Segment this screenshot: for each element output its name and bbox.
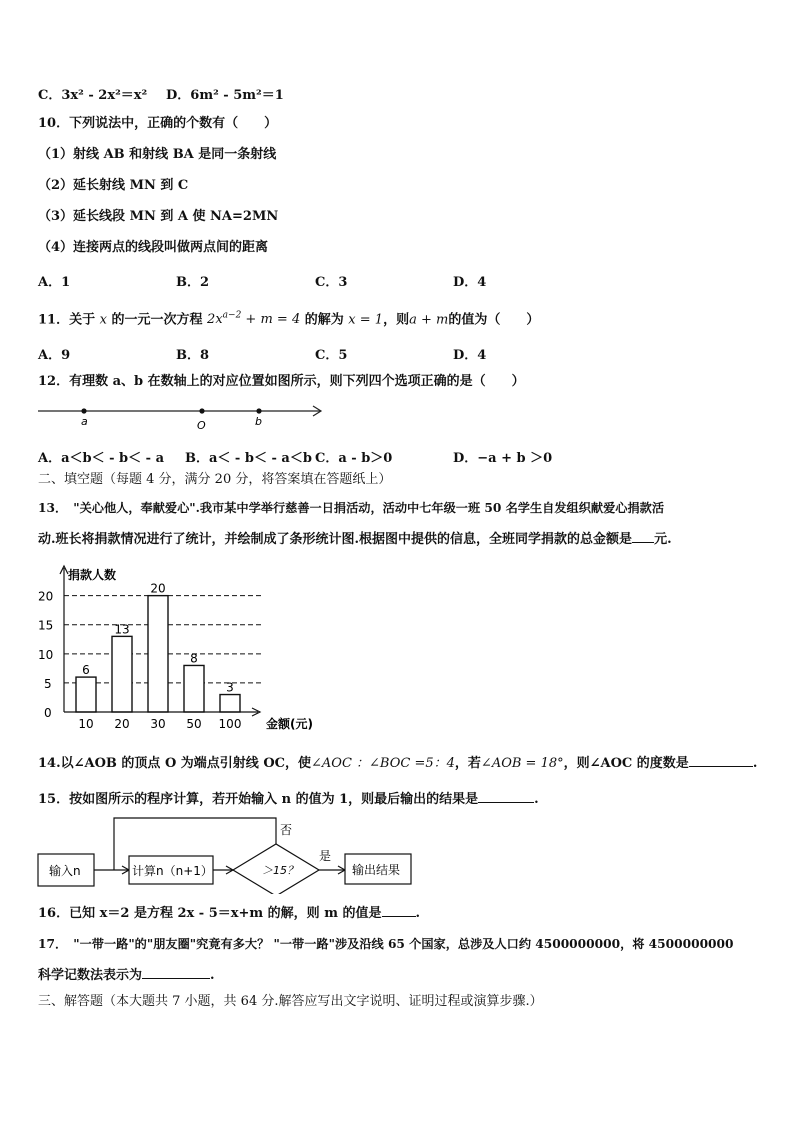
flow-condition-label: ＞15？: [262, 864, 298, 877]
q12-option-a: A．a＜b＜ - b＜ - a: [38, 451, 165, 466]
point-b: [256, 408, 261, 413]
number-line-figure: [34, 400, 334, 434]
q14-ratio: ∠AOC ：∠BOC =5：4: [311, 756, 455, 771]
q15-text: 15．按如图所示的程序计算，若开始输入 n 的值为 1，则最后输出的结果是: [38, 792, 479, 807]
flow-compute-label: 计算n（n+1）: [132, 864, 213, 878]
q14-suffix: ，则∠AOC 的度数是: [563, 756, 689, 771]
q13-line1: 13． "关心他人，奉献爱心".我市某中学举行慈善一日捐活动，活动中七年级一班 50 名学生自发组织献爱心捐款活: [38, 501, 665, 515]
q11-expr: a + m: [409, 312, 449, 328]
q15-end: .: [534, 792, 539, 807]
flow-yes-label: 是: [319, 849, 332, 863]
y-axis-label: 捐款人数: [68, 568, 117, 582]
bar-value-label: 8: [190, 651, 198, 666]
label-b: b: [255, 415, 262, 428]
q12-stem: 12．有理数 a、b 在数轴上的对应位置如图所示，则下列四个选项正确的是（ ）: [38, 374, 525, 389]
q16-text: 16．已知 x＝2 是方程 2x - 5＝x+m 的解，则 m 的值是: [38, 906, 382, 921]
q11-solution: x = 1: [348, 312, 384, 328]
bar-value-label: 3: [226, 680, 234, 695]
q14-prefix: 14.以∠AOB 的顶点 O 为端点引射线 OC，使: [38, 756, 312, 771]
q10-item-1: （1）射线 AB 和射线 BA 是同一条射线: [38, 147, 277, 162]
bar: [148, 596, 168, 712]
q17-line2-text: 科学记数法表示为: [38, 968, 143, 983]
q10-stem: 10．下列说法中，正确的个数有（ ）: [38, 116, 278, 131]
q14-end: .: [752, 756, 758, 771]
q16-stem: [38, 906, 420, 922]
q9-option-d: D．6m² - 5m²＝1: [166, 88, 284, 103]
y-tick-label: 0: [44, 706, 52, 720]
q15-answer-blank: [478, 802, 534, 803]
q11-eq-base: 2x: [207, 312, 223, 328]
q10-option-d: D．4: [453, 275, 487, 290]
flow-output-label: 输出结果: [352, 863, 401, 877]
q13-line2-end: 元.: [654, 532, 672, 547]
q11-equation: [207, 312, 300, 327]
q12-option-d: D．−a + b ＞0: [453, 451, 553, 466]
q11-option-b: B．8: [176, 348, 210, 363]
donation-bar-chart: [36, 562, 336, 734]
q10-item-4: （4）连接两点的线段叫做两点间的距离: [38, 240, 269, 255]
y-tick-label: 20: [38, 589, 54, 604]
q9-option-c: C．3x² - 2x²＝x²: [38, 88, 148, 103]
bar-value-label: 6: [82, 663, 90, 678]
q10-option-c: C．3: [315, 275, 348, 290]
q14-mid: ，若: [454, 756, 481, 771]
y-tick-label: 5: [44, 676, 52, 691]
q17-end: .: [210, 968, 215, 983]
q13-line2-text: 动.班长将捐款情况进行了统计，并绘制成了条形统计图.根据图中提供的信息，全班同学捐款的总金额是: [38, 532, 633, 547]
q10-item-2: （2）延长射线 MN 到 C: [38, 178, 189, 193]
q11-option-d: D．4: [453, 348, 487, 363]
q10-option-a: A．1: [38, 275, 71, 290]
bar: [220, 695, 240, 712]
q12-option-b: B．a＜ - b＜ - a＜b: [185, 451, 312, 466]
q10-item-3: （3）延长线段 MN 到 A 使 NA=2MN: [38, 209, 279, 224]
q11-mid: 的一元一次方程: [111, 312, 203, 328]
bar: [112, 636, 132, 712]
q11-eq-exp: a−2: [222, 311, 242, 321]
q14-answer-blank: [689, 766, 753, 767]
q17-line2: [38, 968, 215, 984]
bar-value-label: 20: [150, 581, 166, 596]
bar: [76, 677, 96, 712]
q16-answer-blank: [382, 916, 416, 917]
x-tick-label: 100: [218, 717, 242, 731]
q14-stem: [38, 756, 757, 772]
x-tick-label: 20: [114, 717, 130, 731]
q16-end: .: [415, 906, 421, 921]
x-tick-label: 50: [186, 717, 202, 731]
q11-stem: [38, 308, 539, 328]
label-a: a: [81, 415, 88, 428]
q11-suffix: 的值为（ ）: [448, 312, 540, 328]
section2-title: 二、填空题（每题 4 分，满分 20 分，将答案填在答题纸上）: [38, 472, 392, 487]
bar: [184, 665, 204, 712]
q10-option-b: B．2: [176, 275, 210, 290]
y-tick-label: 15: [38, 618, 54, 633]
q11-option-a: A．9: [38, 348, 71, 363]
point-a: [81, 408, 86, 413]
q17-answer-blank: [142, 978, 210, 979]
q11-eq-rest: + m = 4: [241, 312, 301, 328]
q17-line1: 17． "一带一路"的"朋友圈"究竟有多大？ "一带一路"涉及沿线 65 个国家，总涉及人口约 4500000000，将 4500000000: [38, 937, 734, 951]
x-tick-label: 10: [78, 717, 94, 731]
q11-mid3: ，则: [383, 312, 410, 328]
q13-answer-blank: [632, 542, 654, 543]
q11-prefix: 11．关于: [38, 312, 96, 328]
q15-stem: [38, 792, 539, 808]
label-o: O: [197, 419, 206, 432]
q11-var-x: x: [99, 312, 107, 328]
y-tick-label: 10: [38, 647, 54, 662]
q11-mid2: 的解为: [304, 312, 344, 328]
bar-value-label: 13: [114, 622, 130, 637]
flow-input-label: 输入n: [49, 864, 81, 878]
section3-title: 三、解答题（本大题共 7 小题，共 64 分.解答应写出文字说明、证明过程或演算步骤.）: [38, 994, 543, 1009]
q14-angle: ∠AOB = 18°: [480, 756, 564, 771]
q11-option-c: C．5: [315, 348, 348, 363]
q13-line2: [38, 532, 672, 548]
flow-no-label: 否: [280, 823, 293, 837]
q12-option-c: C．a - b＞0: [315, 451, 393, 466]
program-flowchart: [36, 814, 416, 894]
x-axis-label: 金额(元): [266, 717, 313, 731]
point-o: [199, 408, 204, 413]
x-tick-label: 30: [150, 717, 166, 731]
